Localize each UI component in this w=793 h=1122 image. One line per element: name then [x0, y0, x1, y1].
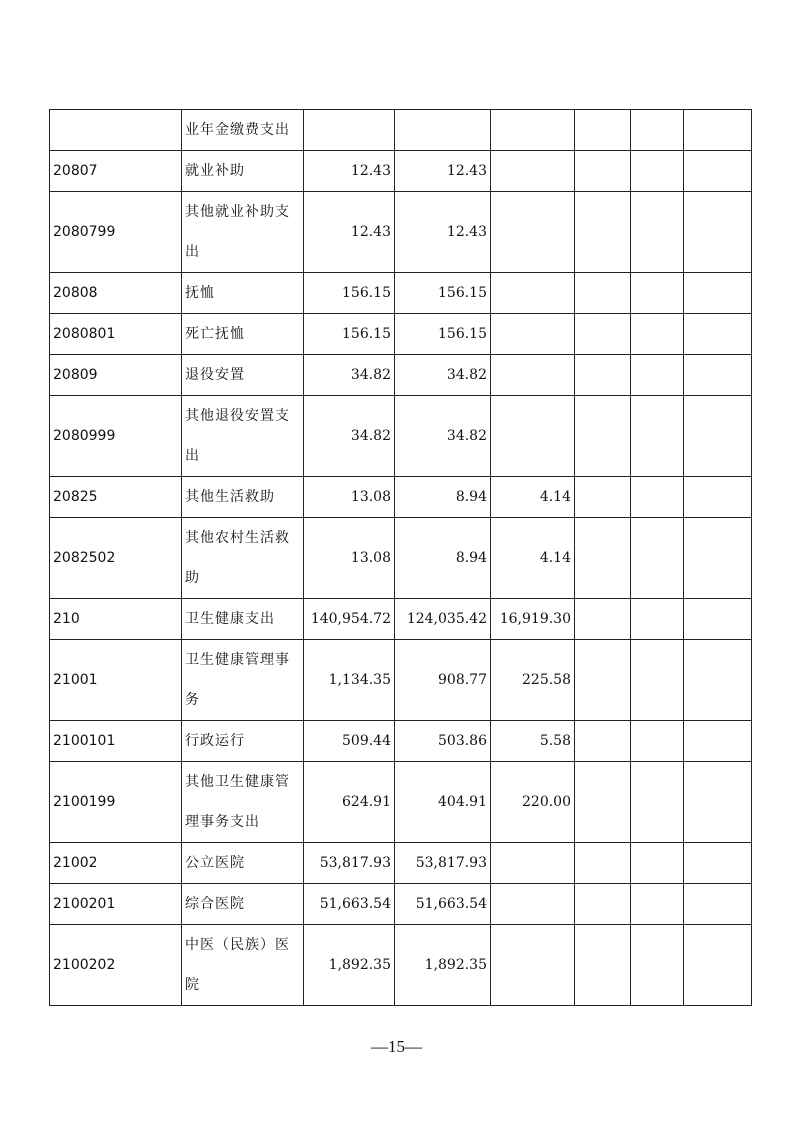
subject-code-cell: 2100101: [50, 721, 182, 762]
empty-cell: [631, 273, 684, 314]
amount-cell: 1,134.35: [304, 640, 395, 721]
empty-cell: [684, 925, 752, 1006]
empty-cell: [631, 477, 684, 518]
empty-cell: [575, 355, 631, 396]
empty-cell: [575, 640, 631, 721]
amount-cell: 509.44: [304, 721, 395, 762]
amount-cell: [304, 110, 395, 151]
empty-cell: [684, 314, 752, 355]
subject-code-cell: [50, 110, 182, 151]
amount-cell: 12.43: [395, 192, 491, 273]
subject-name-line: 其他就业补助支: [185, 204, 290, 220]
empty-cell: [684, 192, 752, 273]
empty-cell: [631, 314, 684, 355]
subject-name-cell: [182, 518, 304, 599]
amount-cell: 156.15: [395, 314, 491, 355]
amount-cell: 4.14: [491, 518, 575, 599]
amount-cell: 12.43: [304, 192, 395, 273]
table-row: [50, 925, 752, 1006]
table-row: [50, 518, 752, 599]
subject-name-line: 抚恤: [185, 285, 215, 301]
amount-cell: 13.08: [304, 518, 395, 599]
subject-name-cell: [182, 640, 304, 721]
table-row: [50, 843, 752, 884]
table-row: [50, 599, 752, 640]
amount-cell: 34.82: [304, 396, 395, 477]
amount-cell: 34.82: [395, 355, 491, 396]
amount-cell: [491, 355, 575, 396]
subject-name-cell: [182, 110, 304, 151]
subject-code-cell: 20808: [50, 273, 182, 314]
table-row: [50, 396, 752, 477]
empty-cell: [684, 273, 752, 314]
subject-name-cell: [182, 843, 304, 884]
empty-cell: [575, 273, 631, 314]
amount-cell: 503.86: [395, 721, 491, 762]
amount-cell: [491, 314, 575, 355]
amount-cell: 8.94: [395, 518, 491, 599]
amount-cell: 51,663.54: [304, 884, 395, 925]
amount-cell: [491, 925, 575, 1006]
subject-name-line: 卫生健康管理事: [185, 652, 290, 668]
subject-name-cell: [182, 599, 304, 640]
empty-cell: [631, 843, 684, 884]
empty-cell: [575, 314, 631, 355]
empty-cell: [631, 396, 684, 477]
amount-cell: 12.43: [304, 151, 395, 192]
subject-code-cell: 210: [50, 599, 182, 640]
empty-cell: [631, 355, 684, 396]
subject-code-cell: 21001: [50, 640, 182, 721]
amount-cell: [491, 396, 575, 477]
table-row: [50, 273, 752, 314]
table-row: [50, 762, 752, 843]
amount-cell: 53,817.93: [304, 843, 395, 884]
amount-cell: 16,919.30: [491, 599, 575, 640]
subject-name-cell: [182, 151, 304, 192]
table-row: [50, 314, 752, 355]
amount-cell: 12.43: [395, 151, 491, 192]
subject-name-line: 助: [185, 570, 200, 586]
subject-name-cell: [182, 192, 304, 273]
subject-name-line: 业年金缴费支出: [185, 122, 290, 138]
subject-code-cell: 2080801: [50, 314, 182, 355]
amount-cell: 4.14: [491, 477, 575, 518]
subject-code-cell: 20809: [50, 355, 182, 396]
subject-name-line: 出: [185, 244, 200, 260]
empty-cell: [575, 599, 631, 640]
subject-name-line: 其他卫生健康管: [185, 774, 290, 790]
table-row: [50, 110, 752, 151]
subject-name-line: 院: [185, 977, 200, 993]
empty-cell: [575, 192, 631, 273]
subject-code-cell: 2100201: [50, 884, 182, 925]
subject-name-line: 就业补助: [185, 163, 245, 179]
subject-name-line: 理事务支出: [185, 814, 260, 830]
empty-cell: [631, 110, 684, 151]
subject-name-line: 卫生健康支出: [185, 611, 275, 627]
empty-cell: [684, 110, 752, 151]
subject-name-cell: [182, 477, 304, 518]
empty-cell: [575, 843, 631, 884]
subject-name-line: 公立医院: [185, 855, 245, 871]
subject-name-line: 死亡抚恤: [185, 326, 245, 342]
amount-cell: 908.77: [395, 640, 491, 721]
amount-cell: 5.58: [491, 721, 575, 762]
empty-cell: [575, 477, 631, 518]
subject-code-cell: 2080999: [50, 396, 182, 477]
empty-cell: [575, 110, 631, 151]
empty-cell: [575, 396, 631, 477]
subject-code-cell: 2080799: [50, 192, 182, 273]
amount-cell: 225.58: [491, 640, 575, 721]
amount-cell: 53,817.93: [395, 843, 491, 884]
empty-cell: [631, 151, 684, 192]
subject-name-cell: [182, 273, 304, 314]
amount-cell: 220.00: [491, 762, 575, 843]
subject-name-cell: [182, 884, 304, 925]
table-row: [50, 355, 752, 396]
subject-name-cell: [182, 314, 304, 355]
amount-cell: 156.15: [304, 273, 395, 314]
table-row: [50, 640, 752, 721]
subject-name-line: 务: [185, 692, 200, 708]
subject-code-cell: 2100199: [50, 762, 182, 843]
empty-cell: [631, 192, 684, 273]
subject-name-line: 其他生活救助: [185, 489, 275, 505]
amount-cell: 156.15: [395, 273, 491, 314]
subject-name-cell: [182, 925, 304, 1006]
empty-cell: [575, 721, 631, 762]
amount-cell: 13.08: [304, 477, 395, 518]
subject-name-line: 退役安置: [185, 367, 245, 383]
amount-cell: [491, 192, 575, 273]
empty-cell: [631, 640, 684, 721]
empty-cell: [684, 762, 752, 843]
subject-name-line: 其他农村生活救: [185, 530, 290, 546]
amount-cell: [491, 884, 575, 925]
subject-code-cell: 20825: [50, 477, 182, 518]
table-row: [50, 477, 752, 518]
table-row: [50, 151, 752, 192]
amount-cell: 8.94: [395, 477, 491, 518]
empty-cell: [684, 151, 752, 192]
subject-name-cell: [182, 721, 304, 762]
empty-cell: [684, 396, 752, 477]
subject-code-cell: 2082502: [50, 518, 182, 599]
empty-cell: [684, 355, 752, 396]
empty-cell: [575, 925, 631, 1006]
empty-cell: [575, 762, 631, 843]
amount-cell: 140,954.72: [304, 599, 395, 640]
amount-cell: 404.91: [395, 762, 491, 843]
subject-name-cell: [182, 355, 304, 396]
subject-code-cell: 2100202: [50, 925, 182, 1006]
empty-cell: [631, 925, 684, 1006]
empty-cell: [684, 884, 752, 925]
empty-cell: [575, 884, 631, 925]
amount-cell: [491, 273, 575, 314]
empty-cell: [575, 518, 631, 599]
empty-cell: [684, 721, 752, 762]
amount-cell: [395, 110, 491, 151]
budget-table: [49, 109, 752, 1006]
page-number: —15—: [371, 1037, 422, 1056]
amount-cell: 156.15: [304, 314, 395, 355]
amount-cell: [491, 843, 575, 884]
empty-cell: [631, 884, 684, 925]
empty-cell: [684, 843, 752, 884]
amount-cell: [491, 151, 575, 192]
empty-cell: [631, 599, 684, 640]
subject-name-cell: [182, 762, 304, 843]
subject-name-cell: [182, 396, 304, 477]
amount-cell: 1,892.35: [395, 925, 491, 1006]
subject-code-cell: 20807: [50, 151, 182, 192]
empty-cell: [631, 721, 684, 762]
amount-cell: 1,892.35: [304, 925, 395, 1006]
subject-name-line: 综合医院: [185, 896, 245, 912]
subject-name-line: 中医（民族）医: [185, 937, 290, 953]
table-row: [50, 884, 752, 925]
amount-cell: 34.82: [395, 396, 491, 477]
table-row: [50, 192, 752, 273]
empty-cell: [684, 640, 752, 721]
empty-cell: [575, 151, 631, 192]
amount-cell: 34.82: [304, 355, 395, 396]
empty-cell: [684, 518, 752, 599]
table-body: [50, 110, 752, 1006]
subject-name-line: 行政运行: [185, 733, 245, 749]
subject-name-line: 其他退役安置支: [185, 408, 290, 424]
amount-cell: 124,035.42: [395, 599, 491, 640]
empty-cell: [631, 518, 684, 599]
empty-cell: [684, 477, 752, 518]
amount-cell: [491, 110, 575, 151]
amount-cell: 51,663.54: [395, 884, 491, 925]
empty-cell: [631, 762, 684, 843]
amount-cell: 624.91: [304, 762, 395, 843]
empty-cell: [684, 599, 752, 640]
subject-name-line: 出: [185, 448, 200, 464]
table-row: [50, 721, 752, 762]
subject-code-cell: 21002: [50, 843, 182, 884]
